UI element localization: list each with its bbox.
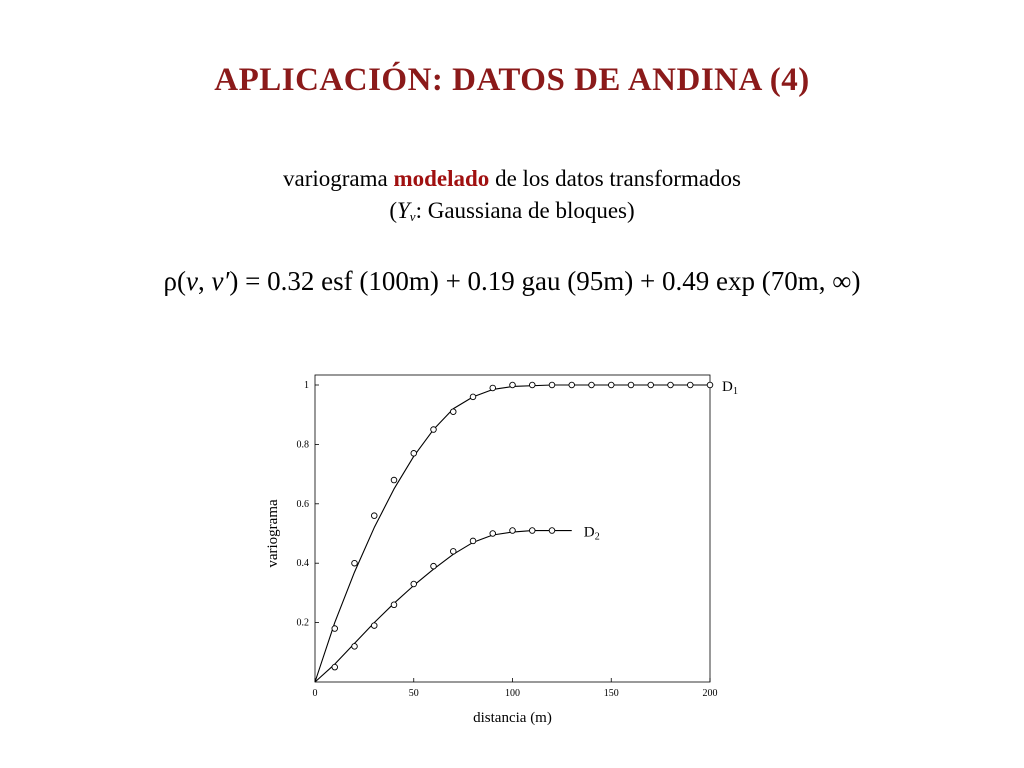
subtitle-variable: Y [397, 198, 410, 223]
series-label-d2: D [583, 524, 595, 541]
y-tick-label: 0.4 [296, 558, 309, 570]
subtitle-rest: : Gaussiana de bloques) [415, 198, 635, 223]
subtitle-variable-subscript: v [409, 209, 416, 224]
subtitle-open: ( [389, 198, 397, 223]
x-tick-label: 50 [408, 688, 419, 699]
data-point-d1 [431, 427, 437, 433]
data-point-d2 [529, 528, 535, 534]
data-point-d2 [450, 549, 456, 555]
data-point-d1 [608, 382, 614, 388]
series-label-sub-d1: 1 [733, 386, 738, 397]
data-point-d2 [411, 581, 417, 587]
data-point-d2 [431, 563, 437, 569]
subtitle-highlight: modelado [393, 166, 490, 191]
data-point-d1 [510, 382, 516, 388]
y-tick-label: 1 [304, 380, 309, 391]
formula-v: v [186, 266, 198, 296]
subtitle-line-1 [0, 163, 1024, 195]
data-point-d1 [687, 382, 693, 388]
formula-lhs: ρ( [163, 266, 186, 296]
y-tick-label: 0.2 [296, 617, 309, 629]
data-point-d2 [510, 528, 516, 534]
data-point-d1 [589, 382, 595, 388]
variogram-chart [255, 360, 755, 730]
data-point-d2 [391, 602, 397, 608]
data-point-d2 [371, 623, 377, 629]
subtitle-text-pre: variograma [282, 166, 394, 191]
data-point-d1 [569, 382, 575, 388]
data-point-d1 [352, 560, 358, 566]
y-tick-label: 0.6 [296, 498, 309, 510]
series-label-d1: D [722, 379, 733, 395]
data-point-d1 [549, 382, 555, 388]
subtitle-line-2 [0, 195, 1024, 233]
data-point-d1 [529, 382, 535, 388]
data-point-d1 [648, 382, 654, 388]
data-point-d2 [490, 531, 496, 537]
formula-close: ) [229, 266, 239, 296]
series-label-sub-d2: 2 [594, 531, 600, 543]
data-point-d1 [332, 626, 338, 632]
formula-comma: , [197, 266, 212, 296]
y-tick-label: 0.8 [296, 439, 309, 451]
y-axis-label: variograma [265, 499, 281, 568]
x-tick-label: 100 [505, 688, 520, 699]
data-point-d2 [549, 528, 555, 534]
x-tick-label: 0 [312, 688, 318, 699]
formula-vprime: v′ [211, 266, 230, 296]
data-point-d1 [371, 513, 377, 519]
data-point-d1 [628, 382, 634, 388]
model-curve-d2 [315, 531, 572, 682]
data-point-d1 [668, 382, 674, 388]
x-tick-label: 150 [603, 688, 619, 699]
data-point-d2 [352, 644, 358, 650]
data-point-d1 [470, 394, 476, 400]
slide-subtitle [0, 163, 1024, 233]
x-tick-label: 200 [702, 688, 718, 699]
data-point-d1 [707, 382, 713, 388]
data-point-d2 [332, 664, 338, 670]
slide-title: APLICACIÓN: DATOS DE ANDINA (4) [214, 62, 810, 98]
data-point-d1 [450, 409, 456, 415]
data-point-d2 [470, 538, 476, 544]
data-point-d1 [411, 451, 417, 457]
data-point-d1 [490, 385, 496, 391]
formula-rhs: = 0.32 esf (100m) + 0.19 gau (95m) + 0.49 exp (70m, ∞) [238, 266, 861, 296]
variogram-formula [0, 266, 1024, 297]
data-point-d1 [391, 477, 397, 483]
x-axis-label: distancia (m) [473, 710, 552, 726]
subtitle-text-post: de los datos transformados [489, 166, 741, 191]
